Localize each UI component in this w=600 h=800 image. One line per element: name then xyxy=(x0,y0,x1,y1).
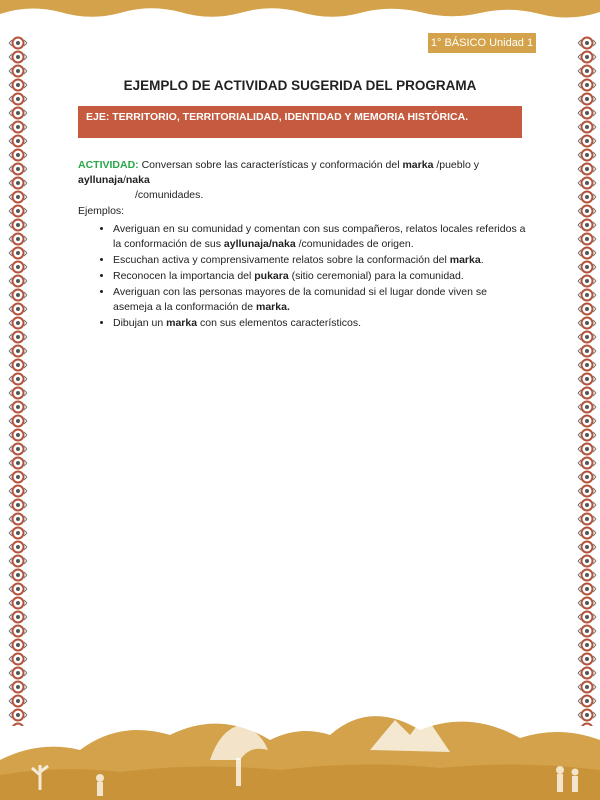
list-item xyxy=(113,253,528,268)
page-title: EJEMPLO DE ACTIVIDAD SUGERIDA DEL PROGRAMA xyxy=(123,78,477,93)
item-text: Averiguan con las personas mayores de la comunidad si el lugar donde viven se asemeja a la conformación de xyxy=(113,286,487,313)
item-term: pukara xyxy=(254,270,289,282)
actividad-term: naka xyxy=(125,174,150,186)
eje-banner: EJE: TERRITORIO, TERRITORIALIDAD, IDENTIDAD Y MEMORIA HISTÓRICA. xyxy=(78,106,522,138)
footer-landscape-illustration xyxy=(0,680,600,800)
item-text: (sitio ceremonial) para la comunidad. xyxy=(288,270,464,282)
list-item xyxy=(113,222,528,252)
item-term: ayllunaja/naka xyxy=(223,238,296,250)
item-term: marka xyxy=(449,254,481,266)
right-ornamental-border xyxy=(576,36,598,726)
item-text: con sus elementos característicos. xyxy=(197,317,362,329)
ejemplos-heading: Ejemplos: xyxy=(78,205,125,217)
actividad-text: Conversan sobre las características y conformación del xyxy=(138,159,403,171)
actividad-label: ACTIVIDAD: xyxy=(78,159,139,171)
list-item xyxy=(113,269,528,284)
actividad-text: / xyxy=(122,174,126,186)
actividad-term: ayllunaja xyxy=(78,174,123,186)
actividad-text: /comunidades. xyxy=(135,189,204,201)
ejemplos-list xyxy=(78,222,528,331)
item-text: . xyxy=(480,254,484,266)
list-item xyxy=(113,285,528,315)
ejemplos-block xyxy=(78,204,528,332)
item-text: Averiguan en su comunidad y comentan con sus compañeros, relatos locales referidos a la conformación de sus xyxy=(113,223,526,250)
item-term: marka. xyxy=(256,301,290,313)
item-term: marka xyxy=(166,317,198,329)
actividad-text: /pueblo y xyxy=(433,159,479,171)
item-text: Escuchan activa y comprensivamente relatos sobre la conformación del xyxy=(113,254,450,266)
grade-unit-badge: 1° BÁSICO Unidad 1 xyxy=(428,33,536,53)
actividad-block xyxy=(78,158,528,203)
item-text: Reconocen la importancia del xyxy=(113,270,255,282)
top-decorative-band xyxy=(0,0,600,22)
left-ornamental-border xyxy=(7,36,29,726)
actividad-term: marka xyxy=(402,159,434,171)
item-text: /comunidades de origen. xyxy=(295,238,414,250)
item-text: Dibujan un xyxy=(113,317,167,329)
list-item xyxy=(113,316,528,331)
